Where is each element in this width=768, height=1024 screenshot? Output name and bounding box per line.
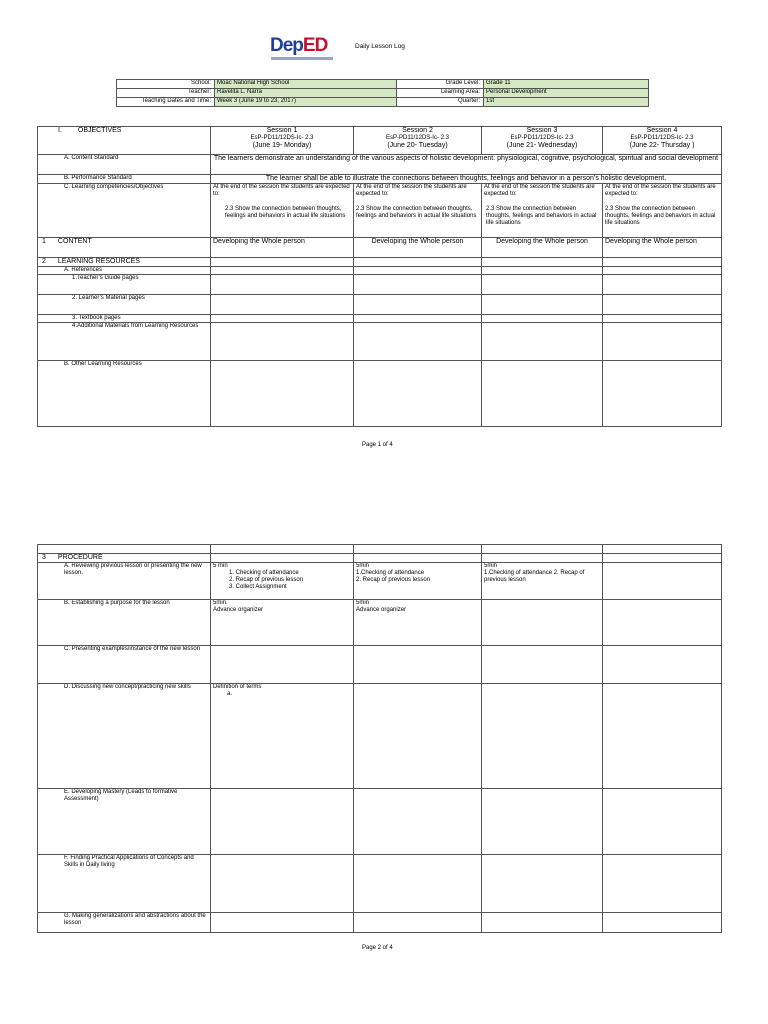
procedure-a-session-1: 5 min 1. Checking of attendance 2. Recap of previous lesson 3. Collect Assignment [211,563,354,600]
teachers-guide-label: 1.Teacher’s Guide pages [38,275,211,295]
textbook-label: 3. Textbook pages [38,315,211,323]
page-number-1: Page 1 of 4 [362,442,393,448]
procedure-g-label: G. Making generalizations and abstractions about the lesson [38,913,211,933]
procedure-heading: 3 PROCEDURE [38,554,211,563]
lesson-log-table-page2 [37,544,722,933]
procedure-d-label: D. Discussing new concept/practicing new skills [38,684,211,789]
page-number-2: Page 2 of 4 [362,945,393,951]
learning-area-label: Learning Area: [397,89,484,98]
grade-value: Grade 11 [484,80,649,89]
lesson-log-table-page1 [37,126,722,427]
procedure-e-label: E. Developing Mastery (Leads to formative Assessment) [38,789,211,855]
school-label: School: [117,80,215,89]
teaching-dates-label: Teaching Dates and Time: [117,98,215,107]
procedure-c-label: C. Presenting examples/instance of the new lesson [38,646,211,684]
session-1-header: Session 1 EsP-PD11/12DS-Ic- 2.3 (June 19- Monday) [211,127,354,155]
content-standard-label: A. Content Standard [38,155,211,175]
session-3-header: Session 3 EsP-PD11/12DS-Ic- 2.3 (June 21- Wednesday) [482,127,603,155]
session-2-competency: At the end of the session the students are expected to: 2.3 Show the connection between thoughts, feelings and behaviors in actual life situations [354,184,482,238]
document-title: Daily Lesson Log [355,43,405,50]
teacher-value: Ravelita L. Narra [215,89,397,98]
learning-resources-heading: 2 LEARNING RESOURCES [38,258,211,267]
session-4-content: Developing the Whole person [603,238,722,258]
procedure-a-session-2: 5min 1.Checking of attendance 2. Recap of previous lesson [354,563,482,600]
header-info-table [116,79,649,107]
quarter-value: 1st [484,98,649,107]
competencies-label: C. Learning competencies/Objectives [38,184,211,238]
content-standard-text: The learners demonstrate an understanding of the various aspects of holistic development: physiological, cognitive, psychological, spiritual and social development [211,155,722,175]
session-2-header: Session 2 EsP-PD11/12DS-Ic- 2.3 (June 20- Tuesday) [354,127,482,155]
other-resources-label: B. Other Learning Resources [38,361,211,427]
session-1-competency: At the end of the session the students are expected to: 2.3 Show the connection between thoughts, feelings and behaviors in actual life situations [211,184,354,238]
performance-standard-text: The learner shall be able to illustrate the connections between thoughts, feelings and behavior in a person’s holistic development. [211,175,722,184]
learning-area-value: Personal Development [484,89,649,98]
objectives-heading: I. OBJECTIVES [38,127,211,155]
session-3-competency: At the end of the session the students are expected to: 2.3 Show the connection between thoughts, feelings and behaviors in actual life situations [482,184,603,238]
teacher-label: Teacher: [117,89,215,98]
procedure-b-session-2: 5min Advance organizer [354,600,482,646]
grade-label: Grade Level: [397,80,484,89]
additional-materials-label: 4.Additional Materials from Learning Resources [38,323,211,361]
teaching-dates-value: Week 3 (June 19 to 23, 2017) [215,98,397,107]
procedure-b-session-1: 5min. Advance organizer [211,600,354,646]
references-label: A. References [38,267,211,275]
deped-logo: DepED [270,36,340,66]
school-value: Moac National High School [215,80,397,89]
procedure-b-label: B. Establishing a purpose for the lesson [38,600,211,646]
content-heading: 1 CONTENT [38,238,211,258]
learners-material-label: 2. Learner’s Material pages [38,295,211,315]
quarter-label: Quarter: [397,98,484,107]
session-1-content: Developing the Whole person [211,238,354,258]
session-4-competency: At the end of the session the students are expected to: 2.3 Show the connection between thoughts, feelings and behaviors in actual life situations [603,184,722,238]
procedure-a-session-3: 5min 1.Checking of attendance 2. Recap of previous lesson [482,563,603,600]
performance-standard-label: B. Performance Standard [38,175,211,184]
procedure-a-label: A. Reviewing previous lesson or presenting the new lesson. [38,563,211,600]
procedure-f-label: F. Finding Practical Applications of Concepts and Skills in Daily living [38,855,211,913]
procedure-d-session-1: Definition of terms a. [211,684,354,789]
session-2-content: Developing the Whole person [354,238,482,258]
session-3-content: Developing the Whole person [482,238,603,258]
session-4-header: Session 4 EsP-PD11/12DS-Ic- 2.3 (June 22- Thursday ) [603,127,722,155]
